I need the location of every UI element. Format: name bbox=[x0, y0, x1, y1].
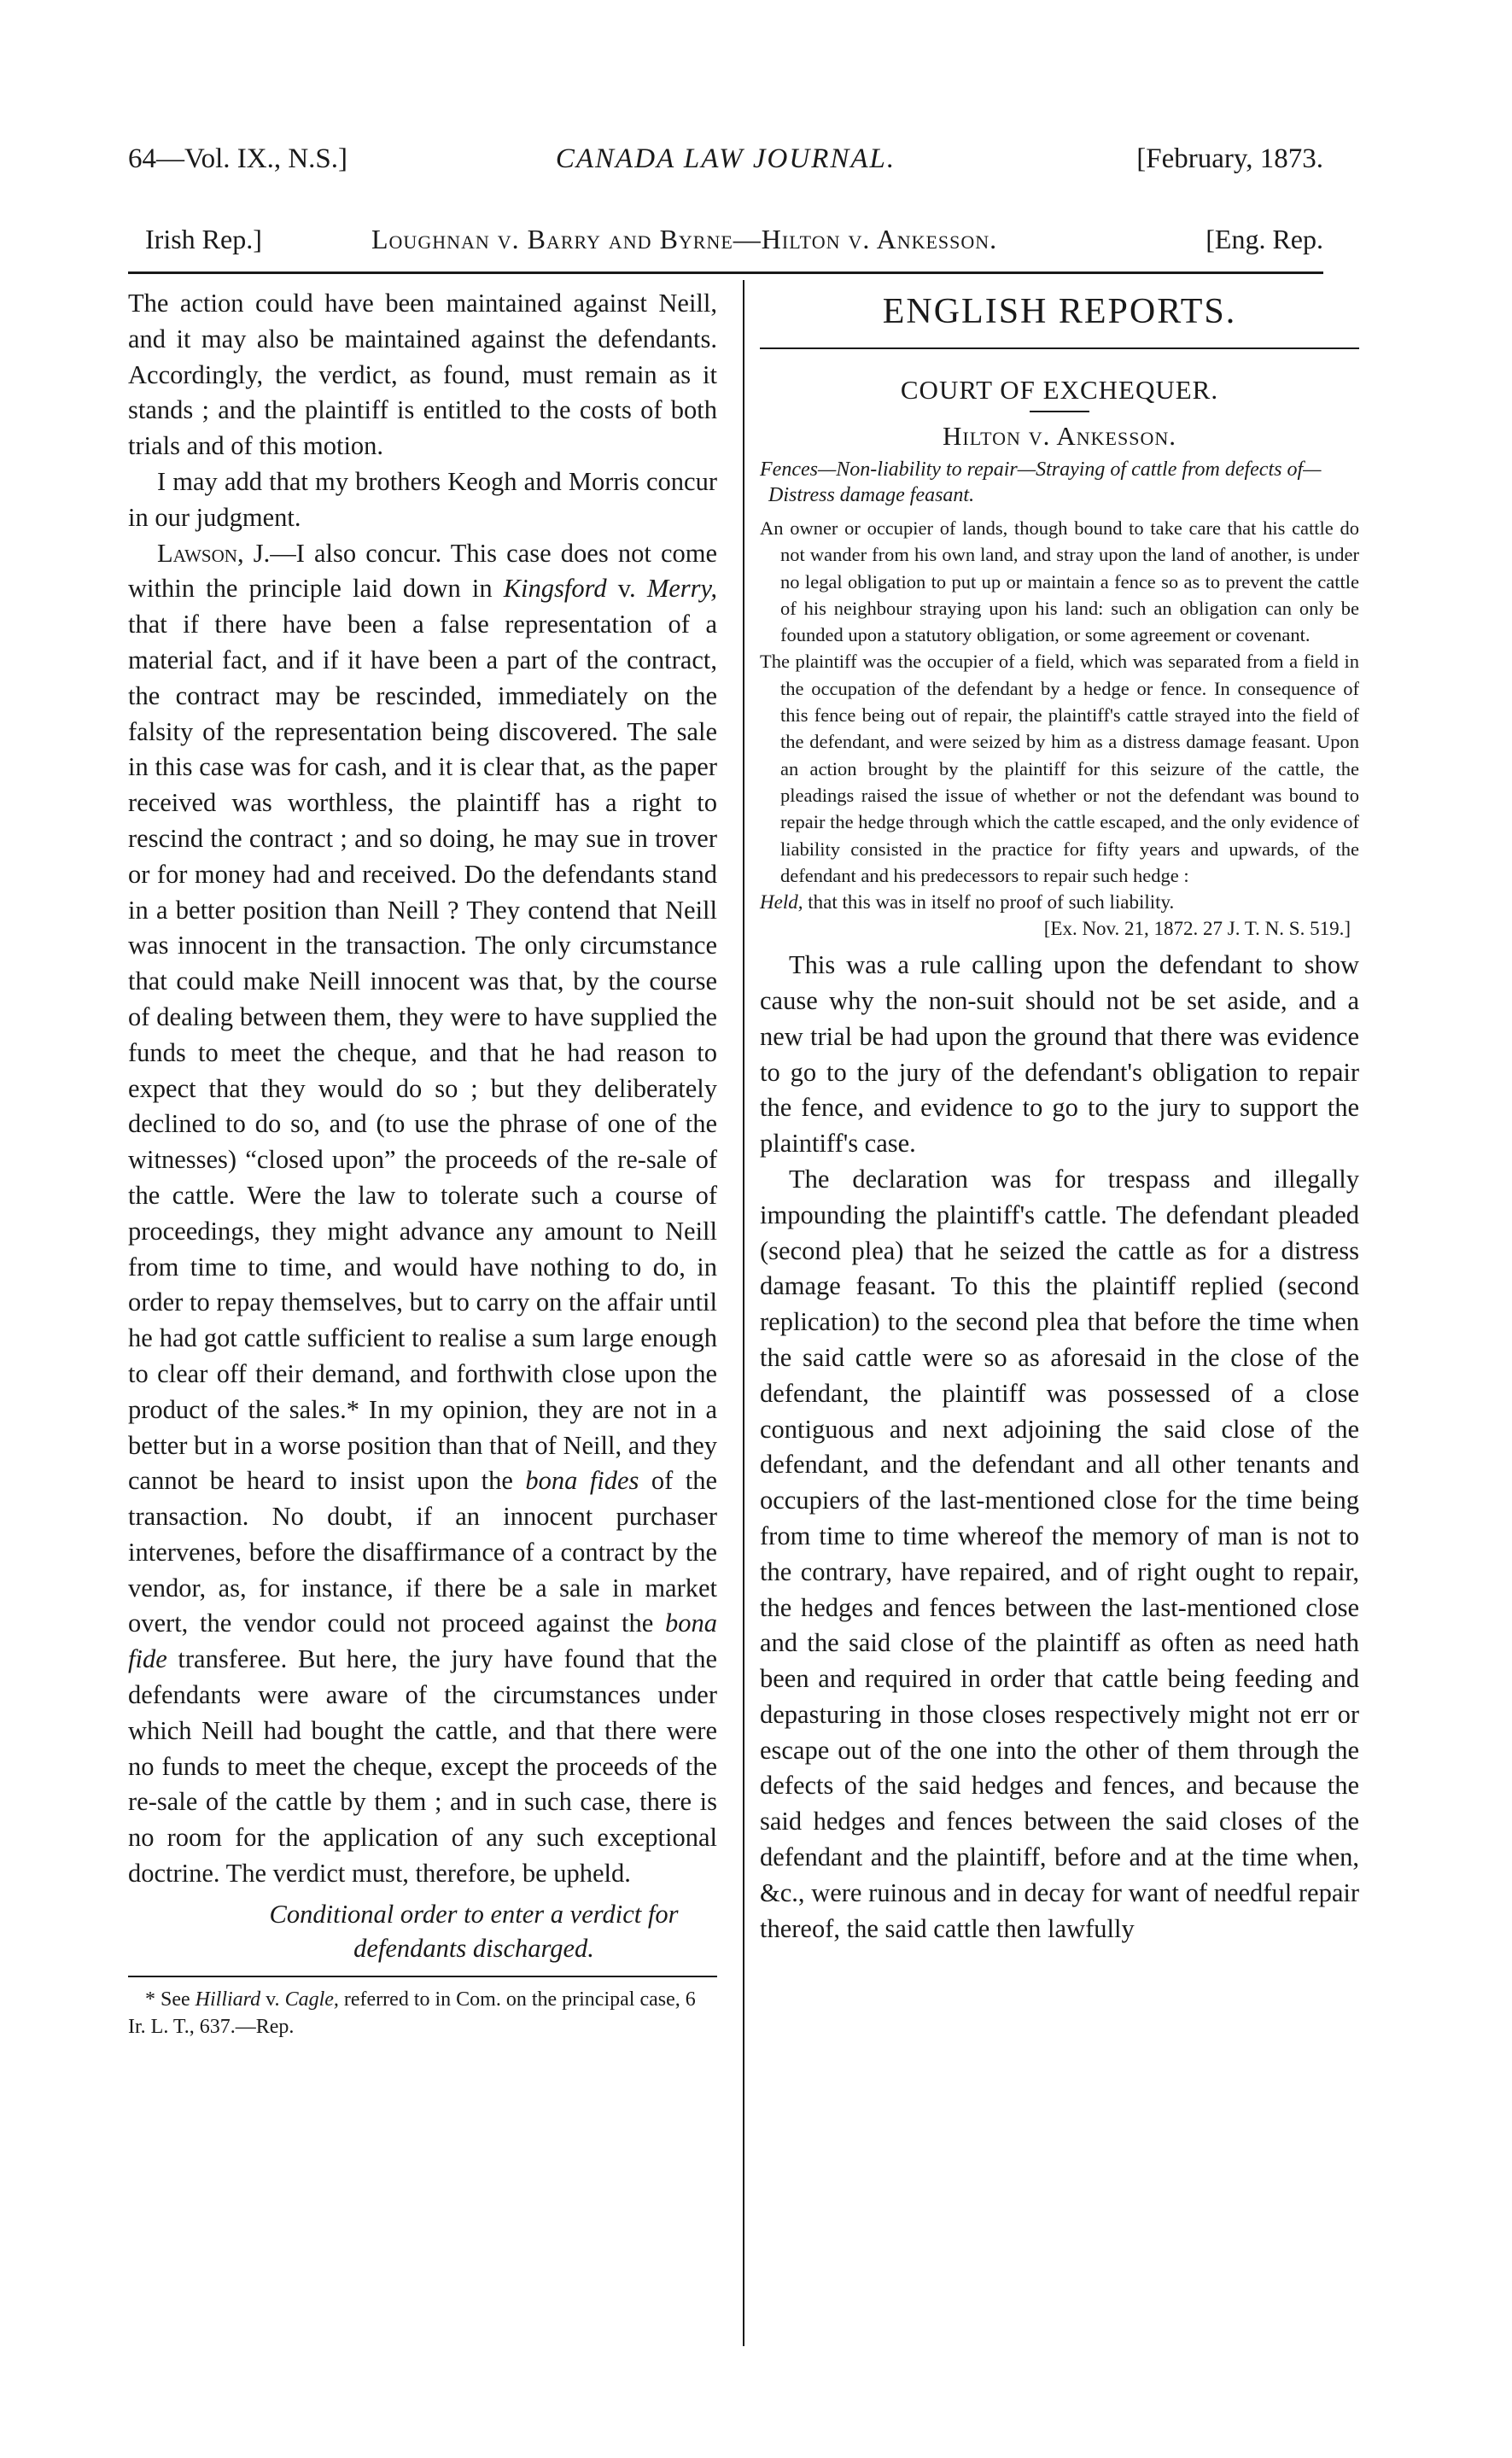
right-column bbox=[760, 286, 1359, 1947]
latin-term: bona fides bbox=[525, 1466, 639, 1496]
latin-term: bona fide bbox=[128, 1609, 717, 1674]
report-citation: [Ex. Nov. 21, 1872. 27 J. T. N. S. 519.] bbox=[1043, 918, 1351, 940]
running-header bbox=[128, 143, 1323, 181]
section-rule bbox=[760, 347, 1359, 349]
held-line bbox=[760, 889, 1359, 915]
footnote bbox=[128, 1986, 717, 2041]
text-run: v. bbox=[260, 1988, 285, 2011]
text-run: transferee. But here, the jury have found that the defendants were aware of the circumstances under which Neill had bought the cattle, and that there were no funds to meet the cheque, except the proceeds of the re-sale of the cattle by them ; and in such case, there is no room for the application of any such exceptional doctrine. The verdict must, therefore, be upheld. bbox=[128, 1644, 717, 1889]
text-run: referred to in Com. on the principal case, 6 Ir. L. T., 637.—Rep. bbox=[128, 1988, 696, 2038]
catchwords: Fences—Non-liability to repair—Straying of cattle from defects of—Distress damage feasant. bbox=[760, 458, 1322, 506]
left-report: Irish Rep.] bbox=[145, 224, 262, 254]
right-report: [Eng. Rep. bbox=[1206, 224, 1323, 254]
headnote: An owner or occupier of lands, though bound to take care that his cattle do not wander from his own land, and stray upon the land of another, is under no legal obligation to put up or maintain a fence so as to prevent the cattle of his neighbour straying upon his land: such an obligation can only be founded upon a statutory obligation, or some agreement or covenant. bbox=[760, 517, 1359, 646]
text-run: v. bbox=[606, 574, 647, 604]
short-rule bbox=[1030, 411, 1089, 412]
column-divider bbox=[743, 280, 744, 2346]
case-citation: Kingsford bbox=[503, 574, 607, 604]
case-citation: Merry, bbox=[646, 574, 717, 604]
case-citation: Hilliard bbox=[195, 1988, 261, 2011]
paragraph: I may add that my brothers Keogh and Morris concur in our judgment. bbox=[128, 466, 717, 532]
text-run: —I also concur. This case does not come within the principle laid down in bbox=[128, 538, 717, 604]
judge-name: Lawson, J. bbox=[157, 538, 271, 568]
case-citation: Cagle, bbox=[284, 1988, 339, 2011]
journal-title: CANADA LAW JOURNAL. bbox=[555, 143, 896, 174]
issue-date: [February, 1873. bbox=[1136, 143, 1323, 174]
court-name: COURT OF EXCHEQUER. bbox=[900, 375, 1219, 405]
case-header bbox=[145, 224, 1323, 261]
held-word: Held, bbox=[760, 891, 803, 914]
header-rule bbox=[128, 271, 1323, 274]
judgment-lawson bbox=[128, 536, 717, 1892]
text-run: * See bbox=[145, 1988, 196, 2011]
paragraph: This was a rule calling upon the defendant to show cause why the non-suit should not be set aside, and a new trial be had upon the ground that there was evidence to go to the jury of the defendant's obligation to repair the fence, and evidence to go to the jury to support the plaintiff's case. bbox=[760, 950, 1359, 1159]
text-run: that if there have been a false representation of a material fact, and if it have been a part of the contract, the contract may be rescinded, immediately on the falsity of the representation being discovered. The sale in this case was for cash, and it is clear that, as the paper received was worthless, the plaintiff has a right to rescind the contract ; and so doing, he may sue in trover or for money had and received. Do the defendants stand in a better position than Neill ? They contend that Neill was innocent in the transaction. The only circumstance that could make Neill innocent was that, by the course of dealing between them, they were to have supplied the funds to meet the cheque, and that he had reason to expect that they would do so ; but they deliberately declined to do so, and (to use the phrase of one of the witnesses) “closed upon” the proceeds of the re-sale of the cattle. Were the law to tolerate such a course of proceedings, they might advance any amount to Neill from time to time, and would have nothing to do, in order to repay themselves, but to carry on the affair until he had got cattle sufficient to realise a sum large enough to clear off their demand, and forthwith close upon the product of the sales.* In my opinion, they are not in a better but in a worse position than that of Neill, and they cannot be heard to insist upon the bbox=[128, 610, 717, 1496]
paragraph: The action could have been maintained against Neill, and it may also be maintained against the defendants. Accordingly, the verdict, as found, must remain as it stands ; and the plaintiff is entitled to the costs of both trials and of this motion. bbox=[128, 289, 717, 461]
paragraph: The declaration was for trespass and illegally impounding the plaintiff's cattle. The defendant pleaded (second plea) that he seized the cattle as for a distress damage feasant. To this the plaintiff replied (second replication) to the second plea that before the time when the said cattle were so as aforesaid in the close of the defendant, the plaintiff was possessed of a close contiguous and next adjoining the said close of the defendant, and the defendant and all other tenants and occupiers of the last-mentioned close for the time being from time to time whereof the memory of man is not to the contrary, have repaired, and of right ought to repair, the hedges and fences between the last-mentioned close and the said close of the plaintiff as often as need hath been and required in order that cattle being feeding and depasturing in those closes respectively might not err or escape out of the one into the other of them through the defects of the said hedges and fences, and because the said hedges and fences between the said closes of the defendant and the plaintiff, before and at the time when, &c., were ruinous and in decay for want of needful repair thereof, the said cattle then lawfully bbox=[760, 1164, 1359, 1943]
page-volume: 64—Vol. IX., N.S.] bbox=[128, 143, 347, 174]
order-line: defendants discharged. bbox=[353, 1933, 594, 1963]
case-name: Hilton v. Ankesson. bbox=[943, 421, 1176, 451]
left-column bbox=[128, 286, 717, 2041]
footnote-rule bbox=[128, 1976, 717, 1977]
headnote: The plaintiff was the occupier of a field, which was separated from a field in the occupation of the defendant by a hedge or fence. In consequence of this fence being out of repair, the plaintiff's cattle strayed into the field of the defendant, and were seized by him as a distress damage feasant. Upon an action brought by the plaintiff for this seizure of the cattle, the pleadings raised the issue of whether or not the defendant was bound to repair the hedge through which the cattle escaped, and the only evidence of liability consisted in the practice for fifty years and upwards, of the defendant and his predecessors to repair such hedge : bbox=[760, 651, 1359, 886]
section-title: ENGLISH REPORTS. bbox=[882, 292, 1237, 331]
case-titles: Loughnan v. Barry and Byrne—Hilton v. Ankesson. bbox=[371, 224, 998, 254]
text-run: that this was in itself no proof of such liability. bbox=[803, 891, 1175, 914]
text-run: of the transaction. No doubt, if an innocent purchaser intervenes, before the disaffirmance of a contract by the vendor, as, for instance, if there be a sale in market overt, the vendor could not proceed against the bbox=[128, 1466, 718, 1638]
order-line: Conditional order to enter a verdict for bbox=[269, 1899, 679, 1929]
